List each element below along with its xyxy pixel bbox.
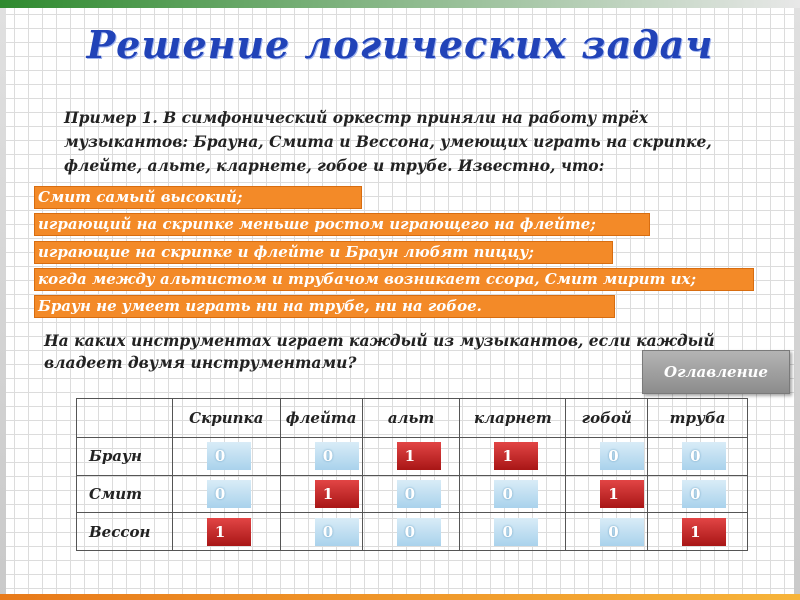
value-cell: 0	[494, 518, 538, 546]
value-cell: 0	[494, 480, 538, 508]
header-corner	[77, 399, 173, 438]
header-violin: Скрипка	[172, 399, 280, 438]
header-oboe: гобой	[566, 399, 648, 438]
bottom-accent-bar	[0, 594, 800, 600]
value-cell: 0	[207, 442, 251, 470]
slide-title: Решение логических задач	[86, 22, 714, 67]
value-cell: 0	[600, 518, 644, 546]
value-cell: 0	[397, 480, 441, 508]
table-row	[77, 438, 748, 476]
header-viola: альт	[362, 399, 460, 438]
header-trumpet: труба	[648, 399, 748, 438]
value-cell: 1	[315, 480, 359, 508]
value-cell: 0	[682, 442, 726, 470]
header-flute: флейта	[280, 399, 362, 438]
value-cell: 1	[397, 442, 441, 470]
value-cell: 0	[315, 442, 359, 470]
value-cell: 0	[315, 518, 359, 546]
problem-statement: Пример 1. В симфонический оркестр приняли на работу трёх музыкантов: Брауна, Смита и Вессона, умеющих играть на скрипке, флейте, альте, кларнете, гобое и трубе. Известно, что:	[64, 108, 712, 175]
value-cell: 1	[494, 442, 538, 470]
fact-5: Браун не умеет играть ни на трубе, ни на гобое.	[34, 295, 615, 318]
top-accent-bar	[0, 0, 800, 8]
header-clarinet: кларнет	[460, 399, 566, 438]
value-cell: 1	[682, 518, 726, 546]
fact-3: играющие на скрипке и флейте и Браун любят пиццу;	[34, 241, 613, 264]
row-name-wesson: Вессон	[77, 513, 173, 551]
right-rail	[794, 8, 800, 600]
value-cell: 0	[600, 442, 644, 470]
fact-4: когда между альтистом и трубачом возникает ссора, Смит мирит их;	[34, 268, 754, 291]
fact-1: Смит самый высокий;	[34, 186, 362, 209]
table-of-contents-button[interactable]: Оглавление	[642, 350, 790, 394]
row-name-smith: Смит	[77, 475, 173, 513]
fact-2: играющий на скрипке меньше ростом играющего на флейте;	[34, 213, 650, 236]
value-cell: 0	[682, 480, 726, 508]
question-text: На каких инструментах играет каждый из музыкантов, если каждый владеет двумя инструментами?	[44, 331, 715, 372]
left-rail	[0, 8, 6, 600]
table-header-row	[77, 399, 748, 438]
solution-table	[76, 398, 748, 551]
table-row	[77, 475, 748, 513]
table-row	[77, 513, 748, 551]
row-name-brown: Браун	[77, 438, 173, 476]
value-cell: 1	[207, 518, 251, 546]
value-cell: 0	[207, 480, 251, 508]
value-cell: 0	[397, 518, 441, 546]
value-cell: 1	[600, 480, 644, 508]
